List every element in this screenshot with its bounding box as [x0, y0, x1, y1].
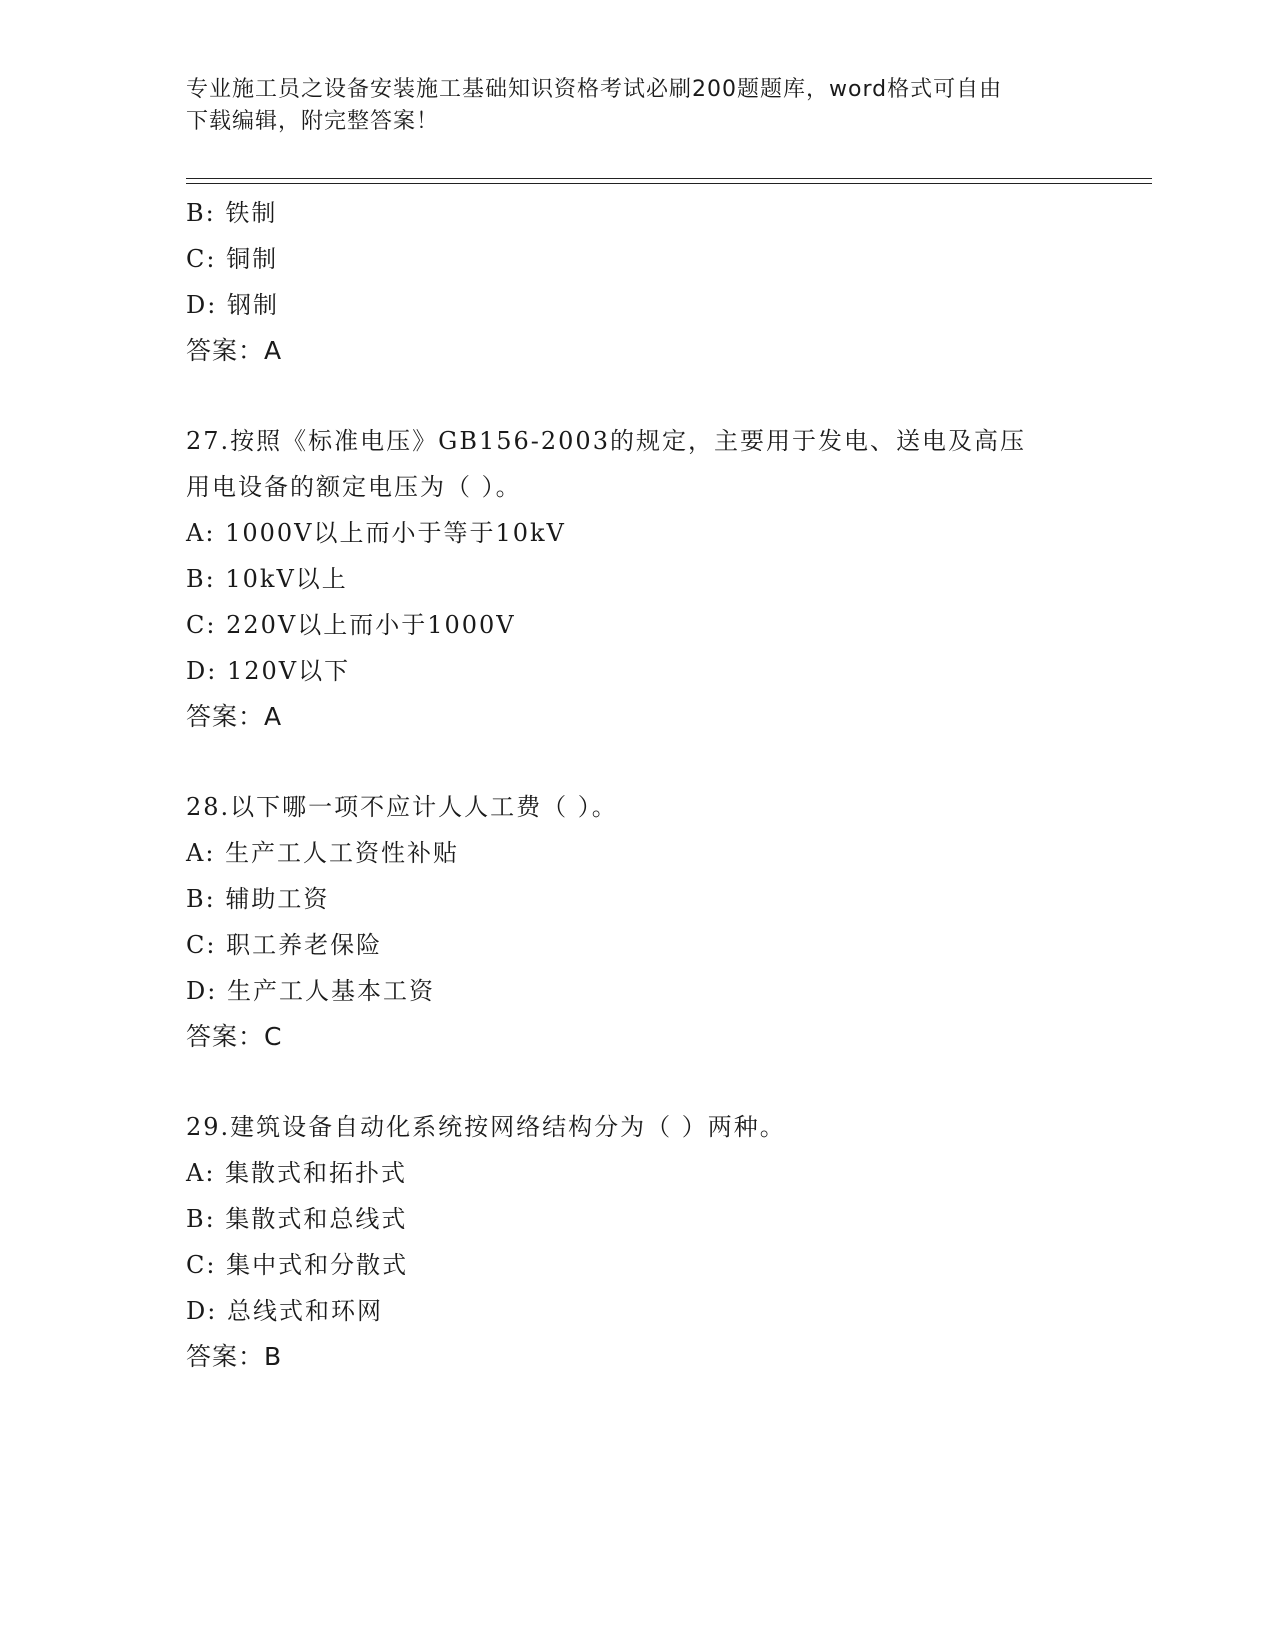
question-stem: 28.以下哪一项不应计人人工费（ ）。 — [186, 793, 618, 821]
option-label: A: — [186, 519, 216, 547]
prev-question-block — [186, 190, 1086, 374]
document-header — [186, 74, 1076, 138]
option-label: B: — [186, 565, 216, 593]
header-rule-top — [186, 178, 1152, 179]
option-label: D: — [186, 291, 218, 319]
option-line — [186, 190, 1086, 236]
header-line-1: 专业施工员之设备安装施工基础知识资格考试必刷200题题库，word格式可自由 — [186, 77, 1003, 102]
option-label: D: — [186, 977, 218, 1005]
option-label: C: — [186, 245, 217, 273]
option-line — [186, 1196, 1086, 1242]
option-line — [186, 1288, 1086, 1334]
option-text: 1000V以上而小于等于10kV — [225, 519, 566, 547]
question-stem: 29.建筑设备自动化系统按网络结构分为（ ）两种。 — [186, 1113, 786, 1141]
option-text: 辅助工资 — [225, 885, 330, 913]
option-text: 生产工人基本工资 — [226, 977, 435, 1005]
spacer — [186, 740, 1086, 784]
question-content — [186, 190, 1086, 1380]
option-text: 10kV以上 — [225, 565, 348, 593]
option-text: 集散式和拓扑式 — [225, 1159, 408, 1187]
answer-line: 答案：A — [186, 336, 283, 365]
option-line — [186, 922, 1086, 968]
option-label: B: — [186, 1205, 216, 1233]
option-label: D: — [186, 1297, 218, 1325]
option-label: A: — [186, 839, 216, 867]
option-label: B: — [186, 885, 216, 913]
question-28-block — [186, 784, 1086, 1060]
option-line — [186, 282, 1086, 328]
option-line — [186, 556, 1086, 602]
option-line — [186, 1150, 1086, 1196]
option-text: 集散式和总线式 — [225, 1205, 408, 1233]
header-rule-bottom — [186, 183, 1152, 184]
question-stem: 27.按照《标准电压》GB156-2003的规定，主要用于发电、送电及高压 — [186, 427, 1026, 455]
option-line — [186, 876, 1086, 922]
question-stem: 用电设备的额定电压为（ ）。 — [186, 473, 522, 501]
spacer — [186, 1060, 1086, 1104]
option-line — [186, 830, 1086, 876]
option-label: D: — [186, 657, 218, 685]
option-line — [186, 968, 1086, 1014]
option-label: C: — [186, 1251, 217, 1279]
option-line — [186, 1242, 1086, 1288]
option-text: 铜制 — [226, 245, 279, 273]
option-text: 120V以下 — [226, 657, 351, 685]
option-line — [186, 648, 1086, 694]
question-27-block — [186, 418, 1086, 740]
option-label: B: — [186, 199, 216, 227]
option-text: 生产工人工资性补贴 — [225, 839, 460, 867]
answer-line: 答案：A — [186, 702, 283, 731]
spacer — [186, 374, 1086, 418]
option-text: 总线式和环网 — [226, 1297, 383, 1325]
option-line — [186, 602, 1086, 648]
option-line — [186, 510, 1086, 556]
option-text: 220V以上而小于1000V — [226, 611, 516, 639]
option-text: 铁制 — [225, 199, 278, 227]
header-line-2: 下载编辑，附完整答案！ — [186, 109, 440, 134]
option-line — [186, 236, 1086, 282]
question-29-block — [186, 1104, 1086, 1380]
option-text: 职工养老保险 — [226, 931, 383, 959]
option-text: 集中式和分散式 — [226, 1251, 409, 1279]
answer-line: 答案：C — [186, 1022, 283, 1051]
option-text: 钢制 — [226, 291, 279, 319]
option-label: C: — [186, 611, 217, 639]
answer-line: 答案：B — [186, 1342, 283, 1371]
option-label: A: — [186, 1159, 216, 1187]
option-label: C: — [186, 931, 217, 959]
